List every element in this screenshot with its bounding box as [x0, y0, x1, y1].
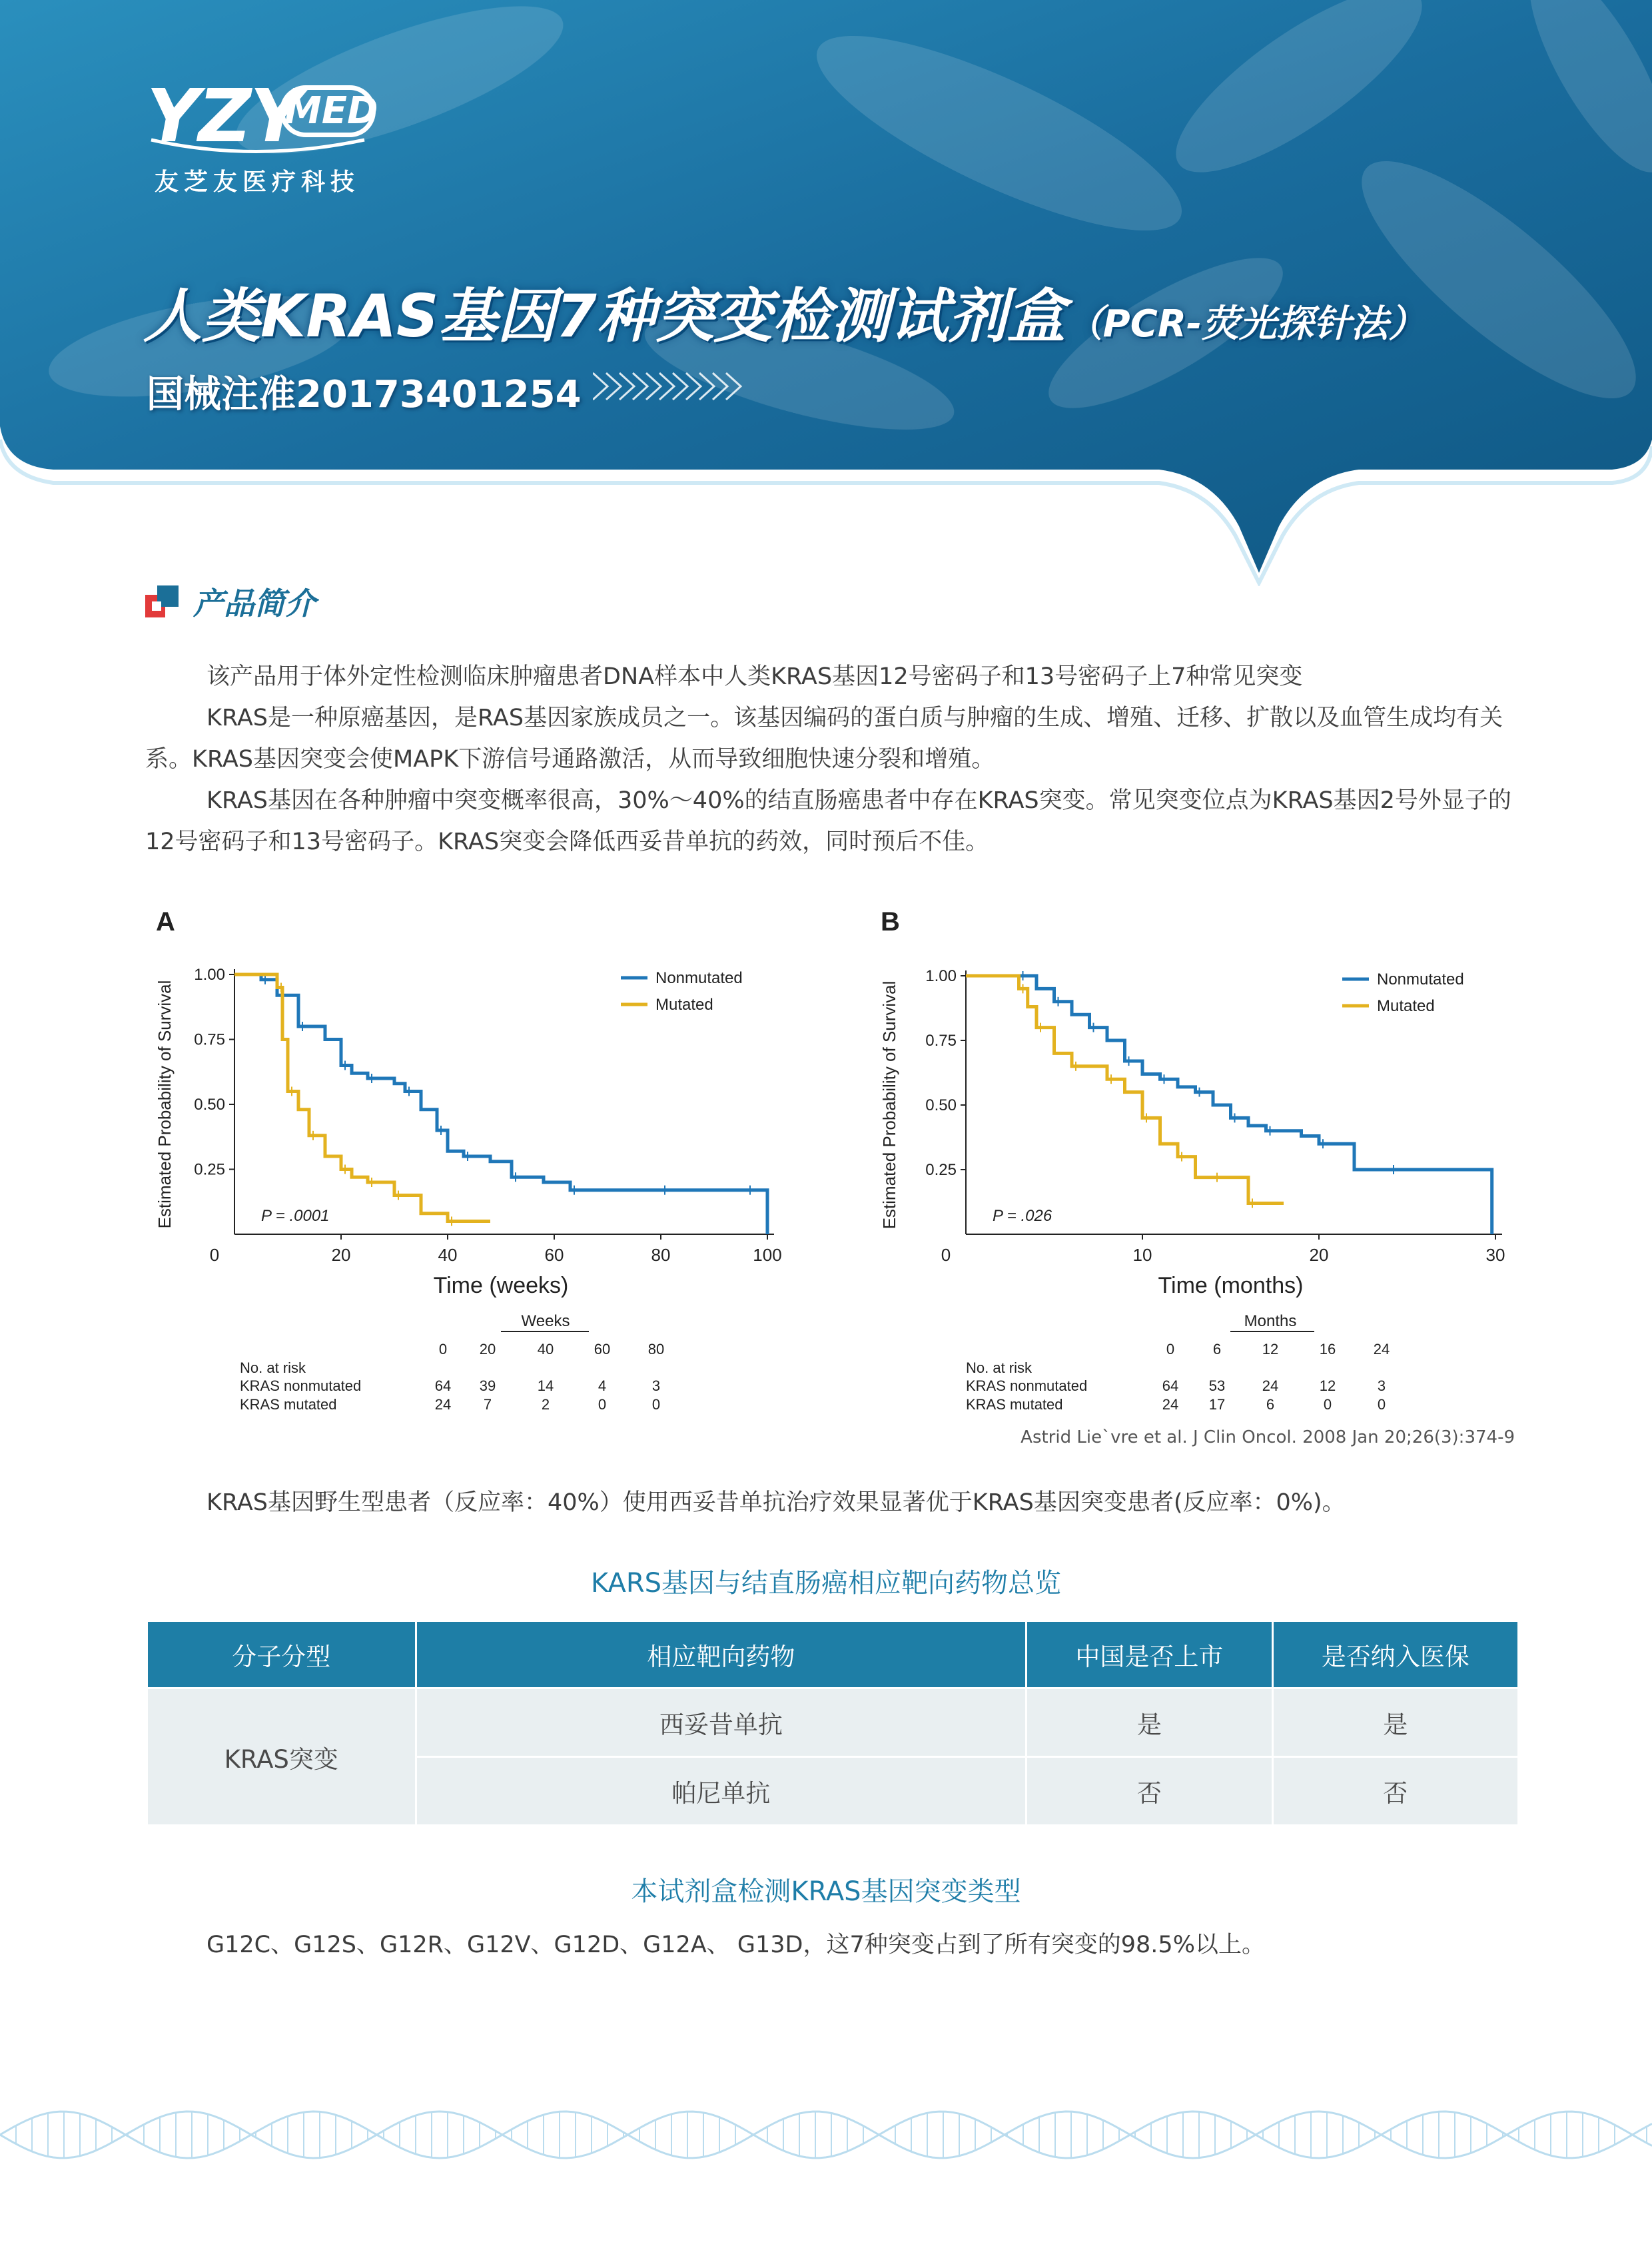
intro-paragraph-3: KRAS基因在各种肿瘤中突变概率很高，30%～40%的结直肠癌患者中存在KRAS突变。常见突变位点为KRAS基因2号外显子的12号密码子和13号密码子。KRAS突变会降低西妥昔单抗的药效，同时预后不佳。 — [145, 787, 1511, 855]
chart-panel-a — [148, 896, 814, 1415]
chart-panel-b — [873, 896, 1532, 1415]
y-axis-label: Estimated Probability of Survival — [155, 980, 175, 1229]
x-tick-label: 100 — [753, 1245, 782, 1265]
x-tick-label: 20 — [1309, 1245, 1329, 1265]
company-name: 友芝友医疗科技 — [155, 169, 360, 196]
at-risk-value: 0 — [1377, 1396, 1386, 1413]
series-line-mutated — [966, 976, 1284, 1203]
x-tick-label: 40 — [438, 1245, 458, 1265]
cell-insured: 否 — [1272, 1757, 1517, 1825]
product-title — [143, 270, 1426, 354]
at-risk-value: 14 — [537, 1377, 554, 1394]
dna-pattern-icon — [0, 2085, 1652, 2185]
drug-table-title: KARS基因与结直肠癌相应靶向药物总览 — [590, 1568, 1062, 1599]
at-risk-value: 6 — [1266, 1396, 1275, 1413]
km-chart-b — [873, 896, 1532, 1415]
panel-label: B — [881, 907, 900, 936]
panel-label: A — [156, 907, 175, 936]
at-risk-value: 24 — [434, 1396, 452, 1413]
at-risk-value: 39 — [479, 1377, 496, 1394]
x-tick-label: 0 — [209, 1245, 220, 1265]
y-tick-label: 0.25 — [925, 1161, 957, 1179]
header-subtype: 分子分型 — [148, 1622, 416, 1688]
figure-credit: Astrid Lie`vre et al. J Clin Oncol. 2008 Jan 20;26(3):374-9 — [1021, 1427, 1515, 1447]
intro-paragraph-2: KRAS是一种原癌基因，是RAS基因家族成员之一。该基因编码的蛋白质与肿瘤的生成、增殖、迁移、扩散以及血管生成均有关系。KRAS基因突变会使MAPK下游信号通路激活，从而导致细胞快速分裂和增殖。 — [145, 705, 1503, 773]
x-tick-label: 0 — [941, 1245, 951, 1265]
at-risk-column: 60 — [594, 1341, 611, 1357]
at-risk-value: 64 — [1162, 1377, 1179, 1394]
km-chart-a — [148, 896, 814, 1415]
at-risk-column: 16 — [1319, 1341, 1336, 1357]
at-risk-column: 0 — [1166, 1341, 1175, 1357]
cell-drug: 帕尼单抗 — [416, 1757, 1027, 1825]
x-tick-label: 10 — [1132, 1245, 1152, 1265]
table-header-row — [148, 1622, 1517, 1688]
at-risk-value: 12 — [1319, 1377, 1336, 1394]
mutation-types-title: 本试剂盒检测KRAS基因突变类型 — [631, 1876, 1021, 1907]
product-title-method: （PCR-荧光探针法） — [1065, 302, 1426, 346]
header-drug: 相应靶向药物 — [416, 1622, 1027, 1688]
logo-med: MED — [280, 85, 376, 137]
cell-insured: 是 — [1272, 1688, 1517, 1757]
at-risk-column: 24 — [1373, 1341, 1390, 1357]
chevrons-icon — [593, 370, 753, 403]
at-risk-value: 64 — [434, 1377, 452, 1394]
y-tick-label: 0.25 — [194, 1160, 225, 1179]
registration-number: 国械注准20173401254 — [147, 373, 582, 416]
at-risk-row-name: KRAS nonmutated — [240, 1377, 362, 1394]
intro-paragraph-1: 该产品用于体外定性检测临床肿瘤患者DNA样本中人类KRAS基因12号密码子和13号密码子上7种常见突变 — [206, 663, 1303, 690]
x-axis-label: Time (months) — [1158, 1273, 1304, 1298]
at-risk-label: No. at risk — [240, 1359, 306, 1376]
table-row — [148, 1688, 1517, 1757]
dna-strand — [0, 2111, 1652, 2158]
at-risk-value: 3 — [1377, 1377, 1386, 1394]
x-tick-label: 30 — [1485, 1245, 1505, 1265]
cell-drug: 西妥昔单抗 — [416, 1688, 1027, 1757]
at-risk-label: No. at risk — [966, 1359, 1032, 1376]
legend-label-mutated: Mutated — [1377, 997, 1435, 1015]
at-risk-value: 53 — [1208, 1377, 1226, 1394]
at-risk-value: 0 — [1323, 1396, 1332, 1413]
at-risk-value: 24 — [1162, 1396, 1179, 1413]
cell-listed: 否 — [1027, 1757, 1272, 1825]
at-risk-header: Weeks — [521, 1312, 570, 1330]
response-note: KRAS基因野生型患者（反应率：40%）使用西妥昔单抗治疗效果显著优于KRAS基因突变患者(反应率：0%)。 — [206, 1489, 1346, 1516]
x-axis-label: Time (weeks) — [433, 1273, 569, 1298]
y-tick-label: 0.50 — [194, 1096, 225, 1114]
x-tick-label: 20 — [331, 1245, 351, 1265]
cell-subtype: KRAS突变 — [148, 1688, 416, 1825]
y-tick-label: 0.50 — [925, 1096, 957, 1114]
at-risk-column: 20 — [479, 1341, 496, 1357]
x-tick-label: 60 — [544, 1245, 564, 1265]
at-risk-row-name: KRAS mutated — [240, 1396, 337, 1413]
legend-label-mutated: Mutated — [655, 996, 713, 1014]
at-risk-row-name: KRAS nonmutated — [966, 1377, 1088, 1394]
at-risk-header: Months — [1244, 1312, 1297, 1330]
section-marker-icon — [145, 583, 185, 623]
at-risk-column: 6 — [1212, 1341, 1222, 1357]
logo-yzy: YZY — [147, 73, 302, 159]
at-risk-value: 7 — [483, 1396, 492, 1413]
section-title-intro: 产品简介 — [193, 585, 316, 621]
at-risk-value: 17 — [1208, 1396, 1226, 1413]
at-risk-column: 12 — [1262, 1341, 1279, 1357]
legend-label-nonmutated: Nonmutated — [1377, 970, 1464, 988]
y-tick-label: 1.00 — [925, 967, 957, 985]
at-risk-value: 24 — [1262, 1377, 1279, 1394]
drug-table — [148, 1622, 1517, 1824]
at-risk-value: 3 — [651, 1377, 661, 1394]
y-tick-label: 0.75 — [925, 1032, 957, 1050]
at-risk-value: 2 — [541, 1396, 550, 1413]
p-value-label: P = .0001 — [261, 1207, 330, 1225]
mutation-types-text: G12C、G12S、G12R、G12V、G12D、G12A、 G13D，这7种突变占到了所有突变的98.5%以上。 — [206, 1932, 1265, 1958]
y-tick-label: 1.00 — [194, 966, 225, 984]
at-risk-column: 0 — [438, 1341, 448, 1357]
y-tick-label: 0.75 — [194, 1030, 225, 1049]
p-value-label: P = .026 — [993, 1207, 1052, 1225]
logo-swoosh-icon — [148, 137, 368, 157]
at-risk-value: 0 — [598, 1396, 607, 1413]
header-insured: 是否纳入医保 — [1272, 1622, 1517, 1688]
at-risk-value: 4 — [598, 1377, 607, 1394]
x-tick-label: 80 — [651, 1245, 671, 1265]
legend-label-nonmutated: Nonmutated — [655, 969, 743, 987]
cell-listed: 是 — [1027, 1688, 1272, 1757]
at-risk-column: 40 — [537, 1341, 554, 1357]
at-risk-value: 0 — [651, 1396, 661, 1413]
series-line-mutated — [234, 974, 490, 1222]
at-risk-column: 80 — [647, 1341, 665, 1357]
header-listed: 中国是否上市 — [1027, 1622, 1272, 1688]
at-risk-row-name: KRAS mutated — [966, 1396, 1063, 1413]
product-title-main: 人类KRAS基因7种突变检测试剂盒 — [143, 282, 1066, 350]
y-axis-label: Estimated Probability of Survival — [879, 980, 899, 1230]
dna-strand — [0, 2111, 1652, 2158]
